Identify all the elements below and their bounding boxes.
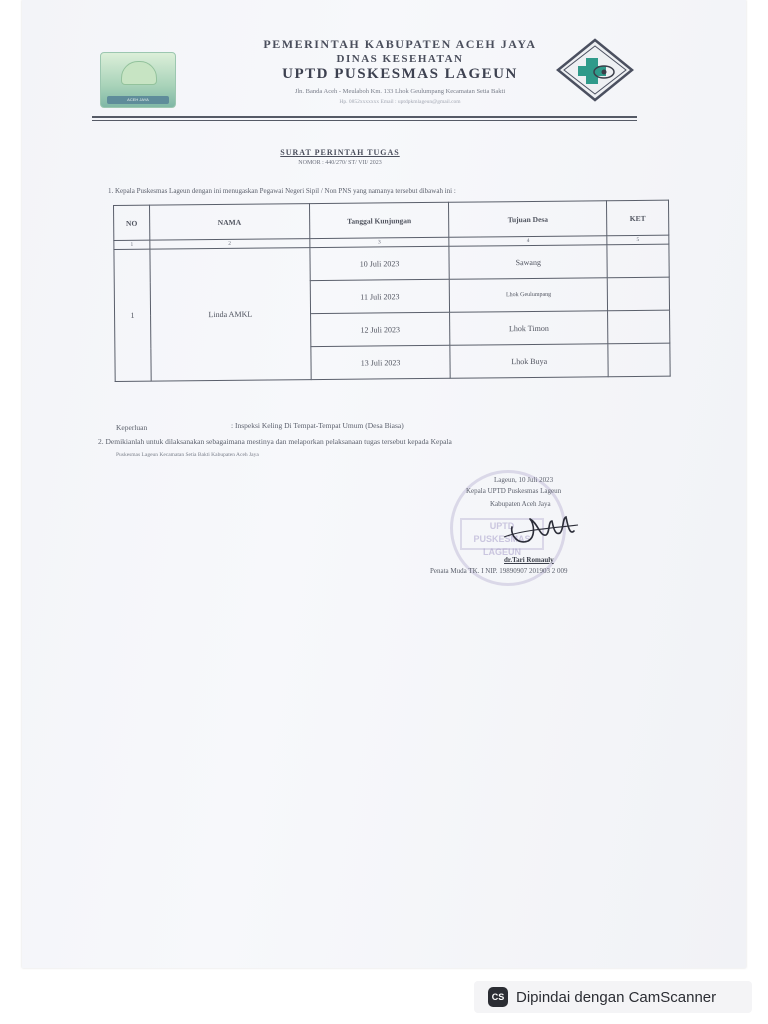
cell-date: 12 Juli 2023 xyxy=(310,312,450,346)
signature-position: Kepala UPTD Puskesmas Lageun xyxy=(466,487,562,495)
cell-ket xyxy=(608,310,670,344)
header-name: NAMA xyxy=(149,204,309,241)
header-ket: KET xyxy=(607,200,669,236)
signature-place-date: Lageun, 10 Juli 2023 xyxy=(494,476,554,484)
signatory-rank-nip: Penata Muda TK. I NIP. 19890907 201903 2 009 xyxy=(430,567,568,575)
assignment-paragraph: 1. Kepala Puskesmas Lageun dengan ini menugaskan Pegawai Negeri Sipil / Non PNS yang namanya tersebut dibawah ini : xyxy=(108,187,456,195)
cell-ket xyxy=(608,343,670,377)
official-stamp-text: UPTD PUSKESMAS LAGEUN xyxy=(460,518,544,550)
camscanner-logo-icon: CS xyxy=(488,987,508,1007)
regency-logo xyxy=(100,52,176,108)
document-number: NOMOR : 440/270/ ST/ VII/ 2023 xyxy=(298,160,382,166)
cell-village: Sawang xyxy=(449,245,607,280)
header-destination: Tujuan Desa xyxy=(449,201,607,238)
cell-no: 1 xyxy=(114,249,151,381)
closing-paragraph: 2. Demikianlah untuk dilaksanakan sebagaimana mestinya dan melaporkan pelaksanaan tugas tersebut kepada Kepala xyxy=(98,437,452,446)
closing-paragraph-continued: Puskesmas Lageun Kecamatan Setia Bakti Kabupaten Aceh Jaya xyxy=(116,452,259,458)
cell-ket xyxy=(607,244,669,278)
document-title: SURAT PERINTAH TUGAS xyxy=(280,148,400,157)
cell-village: Lhok Buya xyxy=(450,344,608,379)
cell-name: Linda AMKL xyxy=(150,248,311,382)
cell-ket xyxy=(607,277,669,311)
signatory-name: dr.Tari Romauly xyxy=(504,556,554,564)
letterhead-government: PEMERINTAH KABUPATEN ACEH JAYA xyxy=(263,37,537,51)
camscanner-watermark xyxy=(474,981,752,1013)
purpose-value: : Inspeksi Keling Di Tempat-Tempat Umum (Desa Biasa) xyxy=(231,421,404,430)
header-no: NO xyxy=(114,205,150,240)
letterhead-institution: UPTD PUSKESMAS LAGEUN xyxy=(282,66,518,82)
letterhead-agency: DINAS KESEHATAN xyxy=(336,53,464,65)
purpose-label: Keperluan xyxy=(116,423,148,432)
signature-position-region: Kabupaten Aceh Jaya xyxy=(490,500,551,508)
cell-village: Lhok Timon xyxy=(450,311,608,346)
handwritten-signature-icon xyxy=(490,505,590,555)
letterhead-address: Jln. Banda Aceh - Meulaboh Km. 133 Lhok Geulumpang Kecamatan Setia Bakti xyxy=(294,88,506,95)
table-row xyxy=(114,244,669,282)
regency-logo-caption: ACEH JAYA xyxy=(107,96,169,104)
camscanner-text: Dipindai dengan CamScanner xyxy=(516,988,717,1006)
cell-date: 13 Juli 2023 xyxy=(310,345,450,379)
table-index-row: 1 2 3 4 5 xyxy=(114,235,669,249)
cell-village: Lhok Geulumpang xyxy=(450,278,608,313)
letterhead-divider xyxy=(92,116,637,118)
cell-date: 11 Juli 2023 xyxy=(310,279,450,313)
assignment-table xyxy=(113,200,671,382)
header-visit-date: Tanggal Kunjungan xyxy=(309,202,449,238)
letterhead-divider-thin xyxy=(92,120,637,121)
table-header-row xyxy=(114,200,669,240)
cell-date: 10 Juli 2023 xyxy=(310,246,450,280)
letterhead-contact: Hp. 0852xxxxxxx Email : uptdpkmlageun@gmail.com xyxy=(339,99,461,105)
